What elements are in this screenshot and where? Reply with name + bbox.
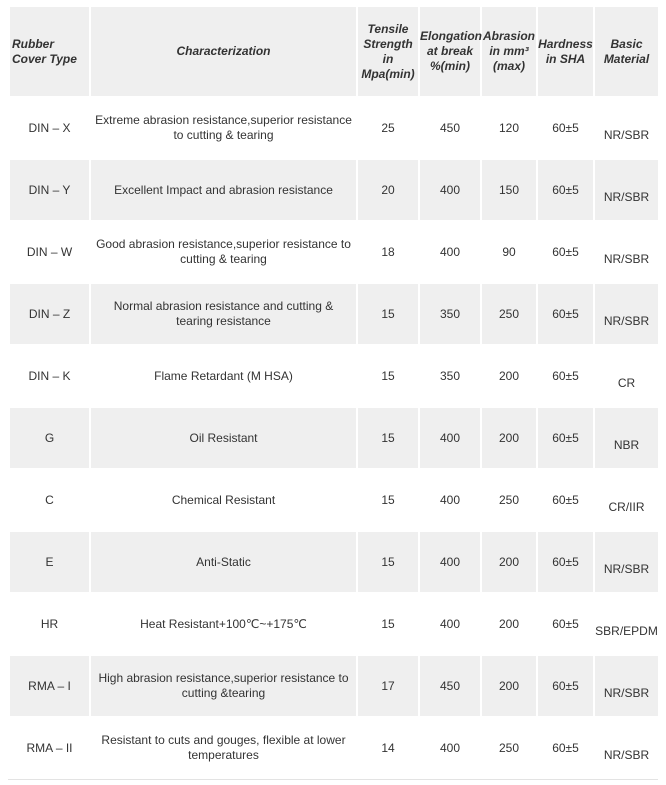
cell-elongation: 400 — [420, 408, 480, 468]
cell-rubber-cover-type: DIN – K — [10, 346, 89, 406]
cell-tensile-strength: 18 — [358, 222, 418, 282]
cell-elongation: 400 — [420, 222, 480, 282]
table-row — [10, 656, 658, 716]
cell-characterization: Good abrasion resistance,superior resistance to cutting & tearing — [91, 222, 356, 282]
cell-characterization: Oil Resistant — [91, 408, 356, 468]
header-hardness: Hardness in SHA — [538, 7, 593, 96]
cell-characterization: Extreme abrasion resistance,superior resistance to cutting & tearing — [91, 98, 356, 158]
cell-hardness: 60±5 — [538, 470, 593, 530]
cell-elongation: 400 — [420, 594, 480, 654]
cell-characterization: Resistant to cuts and gouges, flexible at lower temperatures — [91, 718, 356, 778]
cell-tensile-strength: 15 — [358, 470, 418, 530]
header-row — [10, 7, 658, 96]
cell-characterization: Normal abrasion resistance and cutting & tearing resistance — [91, 284, 356, 344]
cell-abrasion: 250 — [482, 470, 536, 530]
cell-basic-material: NR/SBR — [595, 160, 658, 220]
cell-elongation: 450 — [420, 656, 480, 716]
cell-rubber-cover-type: DIN – Z — [10, 284, 89, 344]
cell-tensile-strength: 17 — [358, 656, 418, 716]
cell-tensile-strength: 15 — [358, 346, 418, 406]
cell-basic-material: NR/SBR — [595, 98, 658, 158]
cell-rubber-cover-type: HR — [10, 594, 89, 654]
header-basic-material: Basic Material — [595, 7, 658, 96]
cell-abrasion: 200 — [482, 656, 536, 716]
header-characterization: Characterization — [91, 7, 356, 96]
table-row — [10, 284, 658, 344]
cell-hardness: 60±5 — [538, 532, 593, 592]
table-row — [10, 470, 658, 530]
cell-hardness: 60±5 — [538, 346, 593, 406]
cell-rubber-cover-type: RMA – II — [10, 718, 89, 778]
cell-elongation: 450 — [420, 98, 480, 158]
cell-elongation: 350 — [420, 346, 480, 406]
cell-basic-material: NR/SBR — [595, 656, 658, 716]
cell-abrasion: 200 — [482, 532, 536, 592]
cell-hardness: 60±5 — [538, 718, 593, 778]
cell-characterization: Anti-Static — [91, 532, 356, 592]
header-rubber-cover-type: Rubber Cover Type — [10, 7, 89, 96]
cell-characterization: Flame Retardant (M HSA) — [91, 346, 356, 406]
cell-rubber-cover-type: G — [10, 408, 89, 468]
cell-rubber-cover-type: C — [10, 470, 89, 530]
cell-rubber-cover-type: DIN – Y — [10, 160, 89, 220]
cell-abrasion: 150 — [482, 160, 536, 220]
cell-tensile-strength: 20 — [358, 160, 418, 220]
cell-tensile-strength: 25 — [358, 98, 418, 158]
cell-hardness: 60±5 — [538, 160, 593, 220]
table-row — [10, 594, 658, 654]
table-row — [10, 98, 658, 158]
cell-tensile-strength: 15 — [358, 284, 418, 344]
cell-hardness: 60±5 — [538, 98, 593, 158]
cell-tensile-strength: 15 — [358, 594, 418, 654]
cell-hardness: 60±5 — [538, 594, 593, 654]
cell-basic-material: NR/SBR — [595, 222, 658, 282]
cell-tensile-strength: 15 — [358, 532, 418, 592]
table-row — [10, 408, 658, 468]
cell-characterization: Chemical Resistant — [91, 470, 356, 530]
cell-rubber-cover-type: DIN – X — [10, 98, 89, 158]
cell-abrasion: 120 — [482, 98, 536, 158]
cell-elongation: 400 — [420, 532, 480, 592]
header-abrasion: Abrasion in mm³ (max) — [482, 7, 536, 96]
cell-rubber-cover-type: DIN – W — [10, 222, 89, 282]
cell-basic-material: NR/SBR — [595, 532, 658, 592]
cell-tensile-strength: 15 — [358, 408, 418, 468]
cell-rubber-cover-type: RMA – I — [10, 656, 89, 716]
cell-hardness: 60±5 — [538, 222, 593, 282]
cell-abrasion: 200 — [482, 346, 536, 406]
cell-basic-material: NR/SBR — [595, 718, 658, 778]
cell-characterization: Excellent Impact and abrasion resistance — [91, 160, 356, 220]
cell-hardness: 60±5 — [538, 656, 593, 716]
cell-characterization: Heat Resistant+100℃~+175℃ — [91, 594, 356, 654]
table-row — [10, 222, 658, 282]
table-bottom-divider — [8, 779, 658, 780]
cell-elongation: 350 — [420, 284, 480, 344]
cell-elongation: 400 — [420, 718, 480, 778]
cell-elongation: 400 — [420, 470, 480, 530]
table-row — [10, 160, 658, 220]
cell-tensile-strength: 14 — [358, 718, 418, 778]
cell-basic-material: SBR/EPDM — [595, 594, 658, 654]
cell-hardness: 60±5 — [538, 284, 593, 344]
cell-abrasion: 250 — [482, 718, 536, 778]
rubber-cover-spec-table — [8, 5, 660, 780]
table-row — [10, 718, 658, 778]
header-tensile-strength: Tensile Strength in Mpa(min) — [358, 7, 418, 96]
cell-abrasion: 250 — [482, 284, 536, 344]
cell-abrasion: 200 — [482, 408, 536, 468]
cell-hardness: 60±5 — [538, 408, 593, 468]
cell-basic-material: NR/SBR — [595, 284, 658, 344]
table-body — [10, 98, 658, 778]
table-row — [10, 532, 658, 592]
table-row — [10, 346, 658, 406]
cell-elongation: 400 — [420, 160, 480, 220]
spec-table-container — [8, 5, 658, 780]
cell-basic-material: NBR — [595, 408, 658, 468]
cell-abrasion: 200 — [482, 594, 536, 654]
cell-characterization: High abrasion resistance,superior resistance to cutting &tearing — [91, 656, 356, 716]
cell-basic-material: CR — [595, 346, 658, 406]
cell-rubber-cover-type: E — [10, 532, 89, 592]
header-elongation: Elongation at break %(min) — [420, 7, 480, 96]
cell-abrasion: 90 — [482, 222, 536, 282]
cell-basic-material: CR/IIR — [595, 470, 658, 530]
